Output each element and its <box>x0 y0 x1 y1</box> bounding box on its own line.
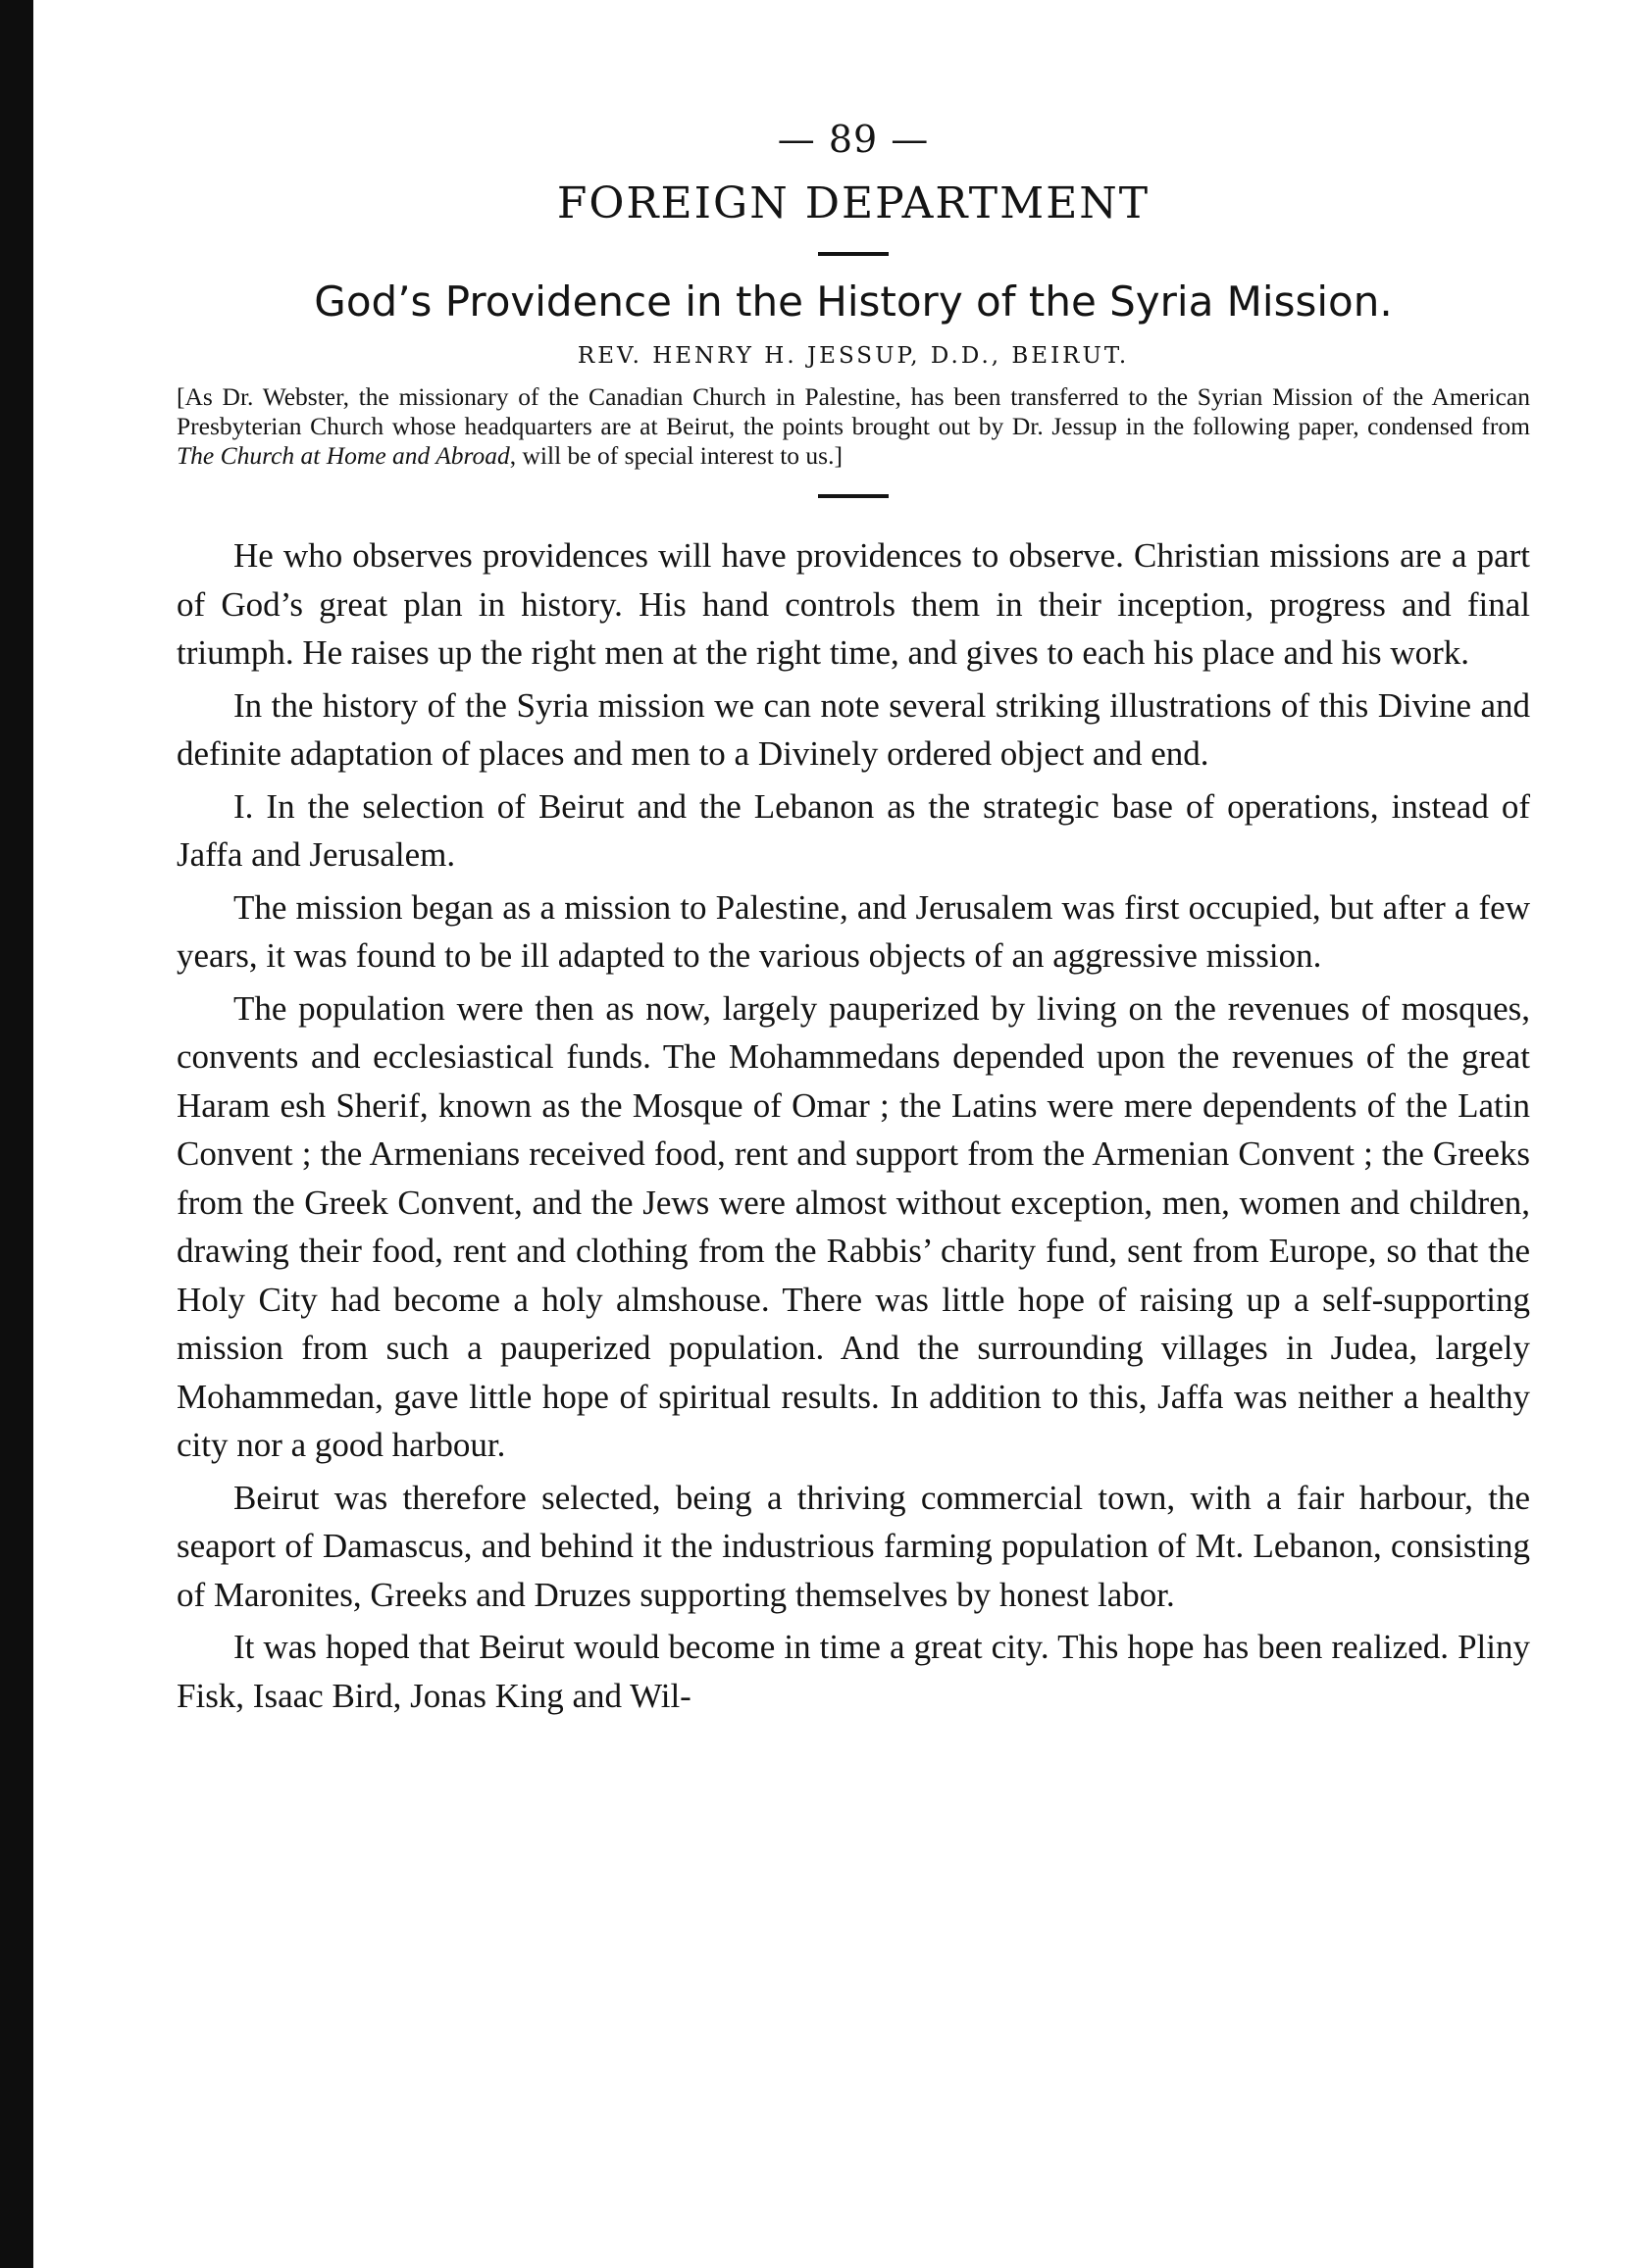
editor-note-text: [As Dr. Webster, the missionary of the Canadian Church in Palestine, has been transferred to the Syrian Mission of the American Presbyterian Church whose headquarters are at Beirut, the points brought out by Dr. Jessup in the following paper, condensed from <box>177 382 1530 440</box>
body-paragraph: In the history of the Syria mission we can note several striking illustrations of this Divine and definite adaptation of places and men to a Divinely ordered object and end. <box>177 685 1530 773</box>
editor-note <box>177 382 1530 471</box>
body-paragraph: Beirut was therefore selected, being a thriving commercial town, with a fair harbour, the seaport of Damascus, and behind it the industrious farming population of Mt. Lebanon, consisting of Maronites, Greeks and Druzes supporting themselves by honest labor. <box>177 1478 1530 1614</box>
body-paragraph: The population were then as now, largely pauperized by living on the revenues of mosques, convents and ecclesiastical funds. The Mohammedans depended upon the revenues of the great Haram esh Sherif, known as the Mosque of Omar ; the Latins were mere dependents of the Latin Convent ; the Armenians received food, rent and support from the Armenian Convent ; the Greeks from the Greek Convent, and the Jews were almost without exception, men, women and children, drawing their food, rent and clothing from the Rabbis’ charity fund, sent from Europe, so that the Holy City had become a holy almshouse. There was little hope of raising up a self-supporting mission from such a pauperized population. And the surrounding villages in Judea, largely Mohammedan, gave little hope of spiritual results. In addition to this, Jaffa was neither a healthy city nor a good harbour. <box>177 988 1530 1464</box>
page-binding-edge <box>0 0 33 2268</box>
note-divider <box>818 494 889 498</box>
body-paragraph: It was hoped that Beirut would become in time a great city. This hope has been realized. Pliny Fisk, Isaac Bird, Jonas King and Wil- <box>177 1628 1530 1715</box>
body-paragraph: He who observes providences will have providences to observe. Christian missions are a part of God’s great plan in history. His hand controls them in their inception, progress and final triumph. He raises up the right men at the right time, and gives to each his place and his work. <box>177 536 1530 672</box>
page-number: — 89 — <box>777 118 930 161</box>
article-title: God’s Providence in the History of the Syria Mission. <box>314 277 1393 326</box>
article-body <box>177 531 1530 1720</box>
editor-note-source-title: The Church at Home and Abroad <box>177 441 510 470</box>
byline: REV. HENRY H. JESSUP, D.D., BEIRUT. <box>577 343 1130 369</box>
body-paragraph: I. In the selection of Beirut and the Lebanon as the strategic base of operations, instead of Jaffa and Jerusalem. <box>177 786 1530 874</box>
editor-note-text-end: , will be of special interest to us.] <box>509 441 843 470</box>
document-page <box>177 118 1530 2196</box>
department-title: FOREIGN DEPARTMENT <box>556 178 1151 228</box>
body-paragraph: The mission began as a mission to Palestine, and Jerusalem was first occupied, but after a few years, it was found to be ill adapted to the various objects of an aggressive mission. <box>177 887 1530 975</box>
title-divider <box>818 252 889 256</box>
